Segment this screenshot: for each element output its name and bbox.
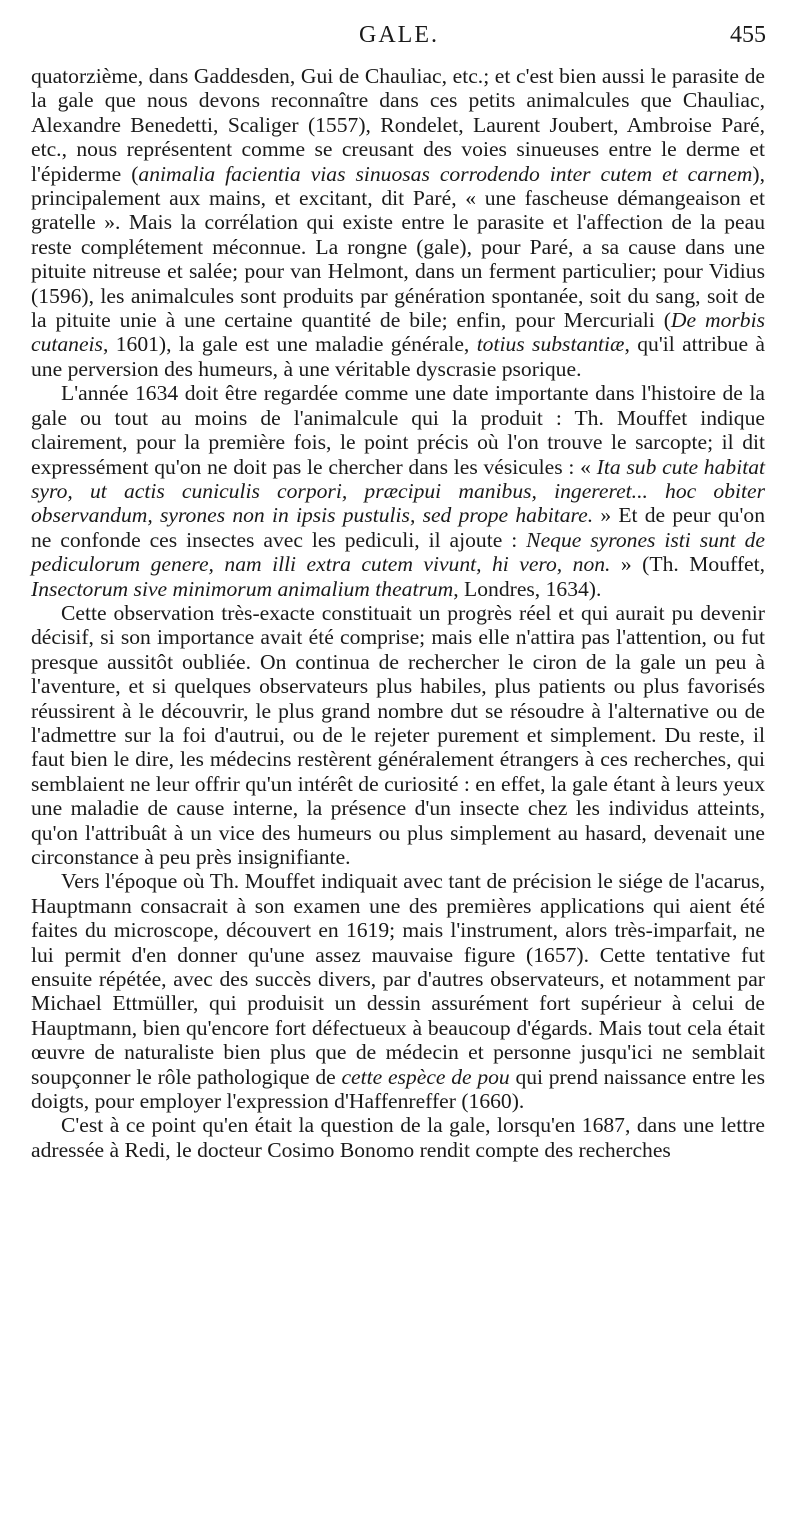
text-run: , Londres, 1634).	[453, 576, 602, 601]
text-run: » (Th. Mouffet,	[610, 552, 765, 577]
italic-text-run: totius substantiæ	[476, 332, 625, 357]
paragraph-5	[31, 1113, 765, 1162]
text-run: qui prend naissance entre les doigts, pour employer l'expression d'Haffenreffer (1660).	[31, 1064, 765, 1114]
paragraph-4	[31, 869, 765, 1113]
italic-text-run: Ita sub cute habitat syro, ut actis cuniculis corpori, præcipui manibus, ingereret... hoc obiter observandum, syrones non in ipsis pustulis, sed prope habitare.	[31, 454, 765, 528]
italic-text-run: De morbis cutaneis	[31, 308, 766, 357]
text-run: Cette observation très-exacte constituait un progrès réel et qui aurait pu devenir décisif, si son importance avait été comprise; mais elle n'attira pas l'attention, ou fut presque aussitôt oubliée. On continua de rechercher le ciron de la gale un peu à l'aventure, et si quelques observateurs plus habiles, plus patients ou plus favorisés réussirent à le découvrir, le plus grand nombre dut se résoudre à l'alternative ou de l'admettre sur la foi d'autrui, ou de le rejeter purement et simplement. Du reste, il faut bien le dire, les médecins restèrent généralement étrangers à ces recherches, qui semblaient ne leur offrir qu'un intérêt de curiosité : en effet, la gale étant à leurs yeux une maladie de cause interne, la présence d'un insecte chez les individus atteints, qu'on l'attribuât à un vice des humeurs ou plus simplement au hasard, devenait une circonstance à peu près insignifiante.	[31, 600, 765, 869]
italic-text-run: cette espèce de pou	[341, 1064, 510, 1089]
text-run: ), principalement aux mains, et excitant, dit Paré, « une fascheuse démangeaison et gratelle ». Mais la corrélation qui existe entre le parasite et l'affection de la peau reste complétement méconnue. La rongne (gale), pour Paré, a sa cause dans une pituite nitreuse et salée; pour van Helmont, dans un ferment particulier; pour Vidius (1596), les animalcules sont produits par génération spontanée, soit du sang, soit de la pituite unie à une certaine quantité de bile; enfin, pour Mercuriali (	[31, 161, 765, 333]
text-run: » Et de peur qu'on ne confonde ces insectes avec les pediculi, il ajoute :	[31, 503, 765, 552]
text-run: C'est à ce point qu'en était la question de la gale, lorsqu'en 1687, dans une lettre adressée à Redi, le docteur Cosimo Bonomo rendit compte des recherches	[31, 1113, 765, 1162]
italic-text-run: Neque syrones isti sunt de pediculorum genere, nam illi extra cutem vivunt, hi vero, non.	[31, 527, 765, 577]
page-number: 455	[730, 22, 766, 48]
running-title: GALE.	[359, 22, 439, 48]
paragraph-1	[31, 64, 765, 381]
text-run: Vers l'époque où Th. Mouffet indiquait avec tant de précision le siége de l'acarus, Hauptmann consacrait à son examen une des premières applications qui aient été faites du microscope, découvert en 1619; mais l'instrument, alors très-imparfait, ne lui permit d'en donner qu'une assez mauvaise figure (1657). Cette tentative fut ensuite répétée, avec des succès divers, par d'autres observateurs, et notamment par Michael Ettmüller, qui produisit un dessin assurément fort supérieur à celui de Hauptmann, bien qu'encore fort défectueux à beaucoup d'égards. Mais tout cela était œuvre de naturaliste bien plus que de médecin et personne jusqu'ici ne semblait soupçonner le rôle pathologique de	[31, 869, 765, 1089]
paragraph-2	[31, 381, 765, 601]
text-run: , 1601), la gale est une maladie générale,	[102, 332, 477, 357]
text-run: L'année 1634 doit être regardée comme une date importante dans l'histoire de la gale ou tout au moins de l'animalcule qui la produit : Th. Mouffet indique clairement, pour la première fois, le point précis où l'on trouve le sarcopte; il dit expressément qu'on ne doit pas le chercher dans les vésicules : «	[31, 381, 765, 479]
page-header	[32, 22, 766, 58]
italic-text-run: Insectorum sive minimorum animalium theatrum	[31, 576, 454, 601]
text-run: quatorzième, dans Gaddesden, Gui de Chauliac, etc.; et c'est bien aussi le parasite de la gale que nous devons reconnaître dans ces petits animalcules que Chauliac, Alexandre Benedetti, Scaliger (1557), Rondelet, Laurent Joubert, Ambroise Paré, etc., nous représentent comme se creusant des voies sinueuses entre le derme et l'épiderme (	[31, 64, 765, 186]
italic-text-run: animalia facientia vias sinuosas corrodendo inter cutem et carnem	[138, 161, 753, 186]
body-text	[31, 64, 765, 1162]
text-run: , qu'il attribue à une perversion des humeurs, à une véritable dyscrasie psorique.	[31, 332, 765, 381]
paragraph-3	[31, 601, 765, 869]
